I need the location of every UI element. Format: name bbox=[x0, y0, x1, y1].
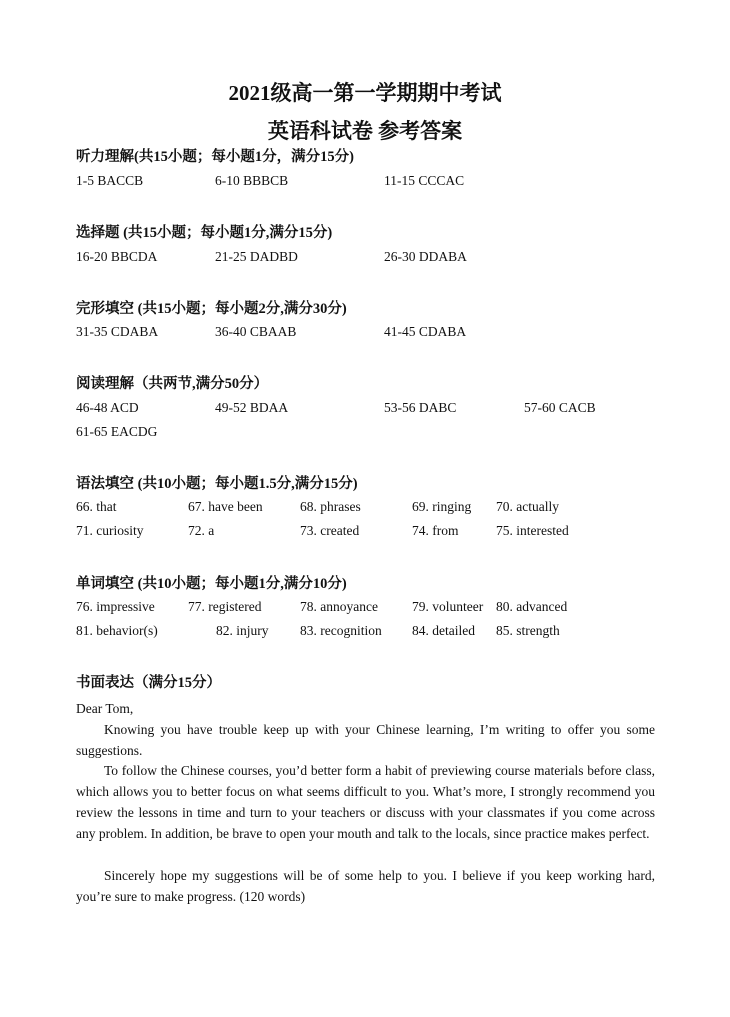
section-heading-choice: 选择题 (共15小题；每小题1分,满分15分) bbox=[76, 225, 333, 241]
answer-item: 69. ringing bbox=[412, 499, 472, 514]
letter-salutation: Dear Tom, bbox=[76, 701, 134, 716]
answer-item: 49-52 BDAA bbox=[215, 400, 289, 415]
answer-item: 68. phrases bbox=[300, 499, 361, 514]
answer-item: 16-20 BBCDA bbox=[76, 249, 158, 264]
answer-item: 41-45 CDABA bbox=[384, 324, 467, 339]
answer-item: 46-48 ACD bbox=[76, 400, 139, 415]
answer-item: 81. behavior(s) bbox=[76, 623, 158, 638]
section-heading-writing: 书面表达（满分15分） bbox=[76, 675, 221, 691]
exam-subtitle: 英语科试卷 参考答案 bbox=[267, 119, 463, 143]
answer-item: 66. that bbox=[76, 499, 117, 514]
answer-item: 31-35 CDABA bbox=[76, 324, 159, 339]
answer-item: 82. injury bbox=[216, 623, 269, 638]
answer-item: 61-65 EACDG bbox=[76, 424, 158, 439]
answer-item: 70. actually bbox=[496, 499, 559, 514]
answer-item: 72. a bbox=[188, 523, 215, 538]
answer-item: 71. curiosity bbox=[76, 523, 144, 538]
answer-item: 79. volunteer bbox=[412, 599, 484, 614]
answer-item: 36-40 CBAAB bbox=[215, 324, 297, 339]
answer-item: 76. impressive bbox=[76, 599, 155, 614]
answer-item: 77. registered bbox=[188, 599, 262, 614]
answer-item: 85. strength bbox=[496, 623, 560, 638]
answer-item: 53-56 DABC bbox=[384, 400, 457, 415]
letter-paragraph-2: To follow the Chinese courses, you’d better form a habit of previewing course materials before class, which allows you to better focus on what seems difficult to you. What’s more, I strongly recommend you review the lessons in time and turn to your teachers or discuss with your classmates if you come across any problem. In addition, be brave to open your mouth and talk to the locals, since practice makes perfect. bbox=[76, 763, 655, 841]
answer-item: 67. have been bbox=[188, 499, 263, 514]
section-heading-reading: 阅读理解（共两节,满分50分） bbox=[76, 376, 269, 392]
answer-item: 1-5 BACCB bbox=[76, 173, 144, 188]
exam-title: 2021级高一第一学期期中考试 bbox=[228, 81, 502, 105]
answer-item: 83. recognition bbox=[300, 623, 382, 638]
section-heading-listening: 听力理解(共15小题；每小题1分，满分15分) bbox=[76, 149, 354, 165]
answer-item: 74. from bbox=[412, 523, 459, 538]
answer-item: 57-60 CACB bbox=[524, 400, 596, 415]
section-heading-grammar: 语法填空 (共10小题；每小题1.5分,满分15分) bbox=[76, 476, 358, 492]
answer-item: 80. advanced bbox=[496, 599, 568, 614]
answer-item: 6-10 BBBCB bbox=[215, 173, 289, 188]
letter-paragraph-3: Sincerely hope my suggestions will be of some help to you. I believe if you keep working hard, you’re sure to make progress. (120 words) bbox=[76, 868, 655, 904]
answer-item: 84. detailed bbox=[412, 623, 475, 638]
answer-item: 73. created bbox=[300, 523, 360, 538]
section-heading-words: 单词填空 (共10小题；每小题1分,满分10分) bbox=[76, 576, 347, 592]
answer-item: 11-15 CCCAC bbox=[384, 173, 465, 188]
answer-item: 78. annoyance bbox=[300, 599, 378, 614]
answer-item: 75. interested bbox=[496, 523, 569, 538]
section-heading-cloze: 完形填空 (共15小题；每小题2分,满分30分) bbox=[76, 301, 347, 317]
letter-paragraph-1: Knowing you have trouble keep up with your Chinese learning, I’m writing to offer you some suggestions. bbox=[76, 722, 655, 758]
answer-item: 26-30 DDABA bbox=[384, 249, 467, 264]
answer-item: 21-25 DADBD bbox=[215, 249, 298, 264]
